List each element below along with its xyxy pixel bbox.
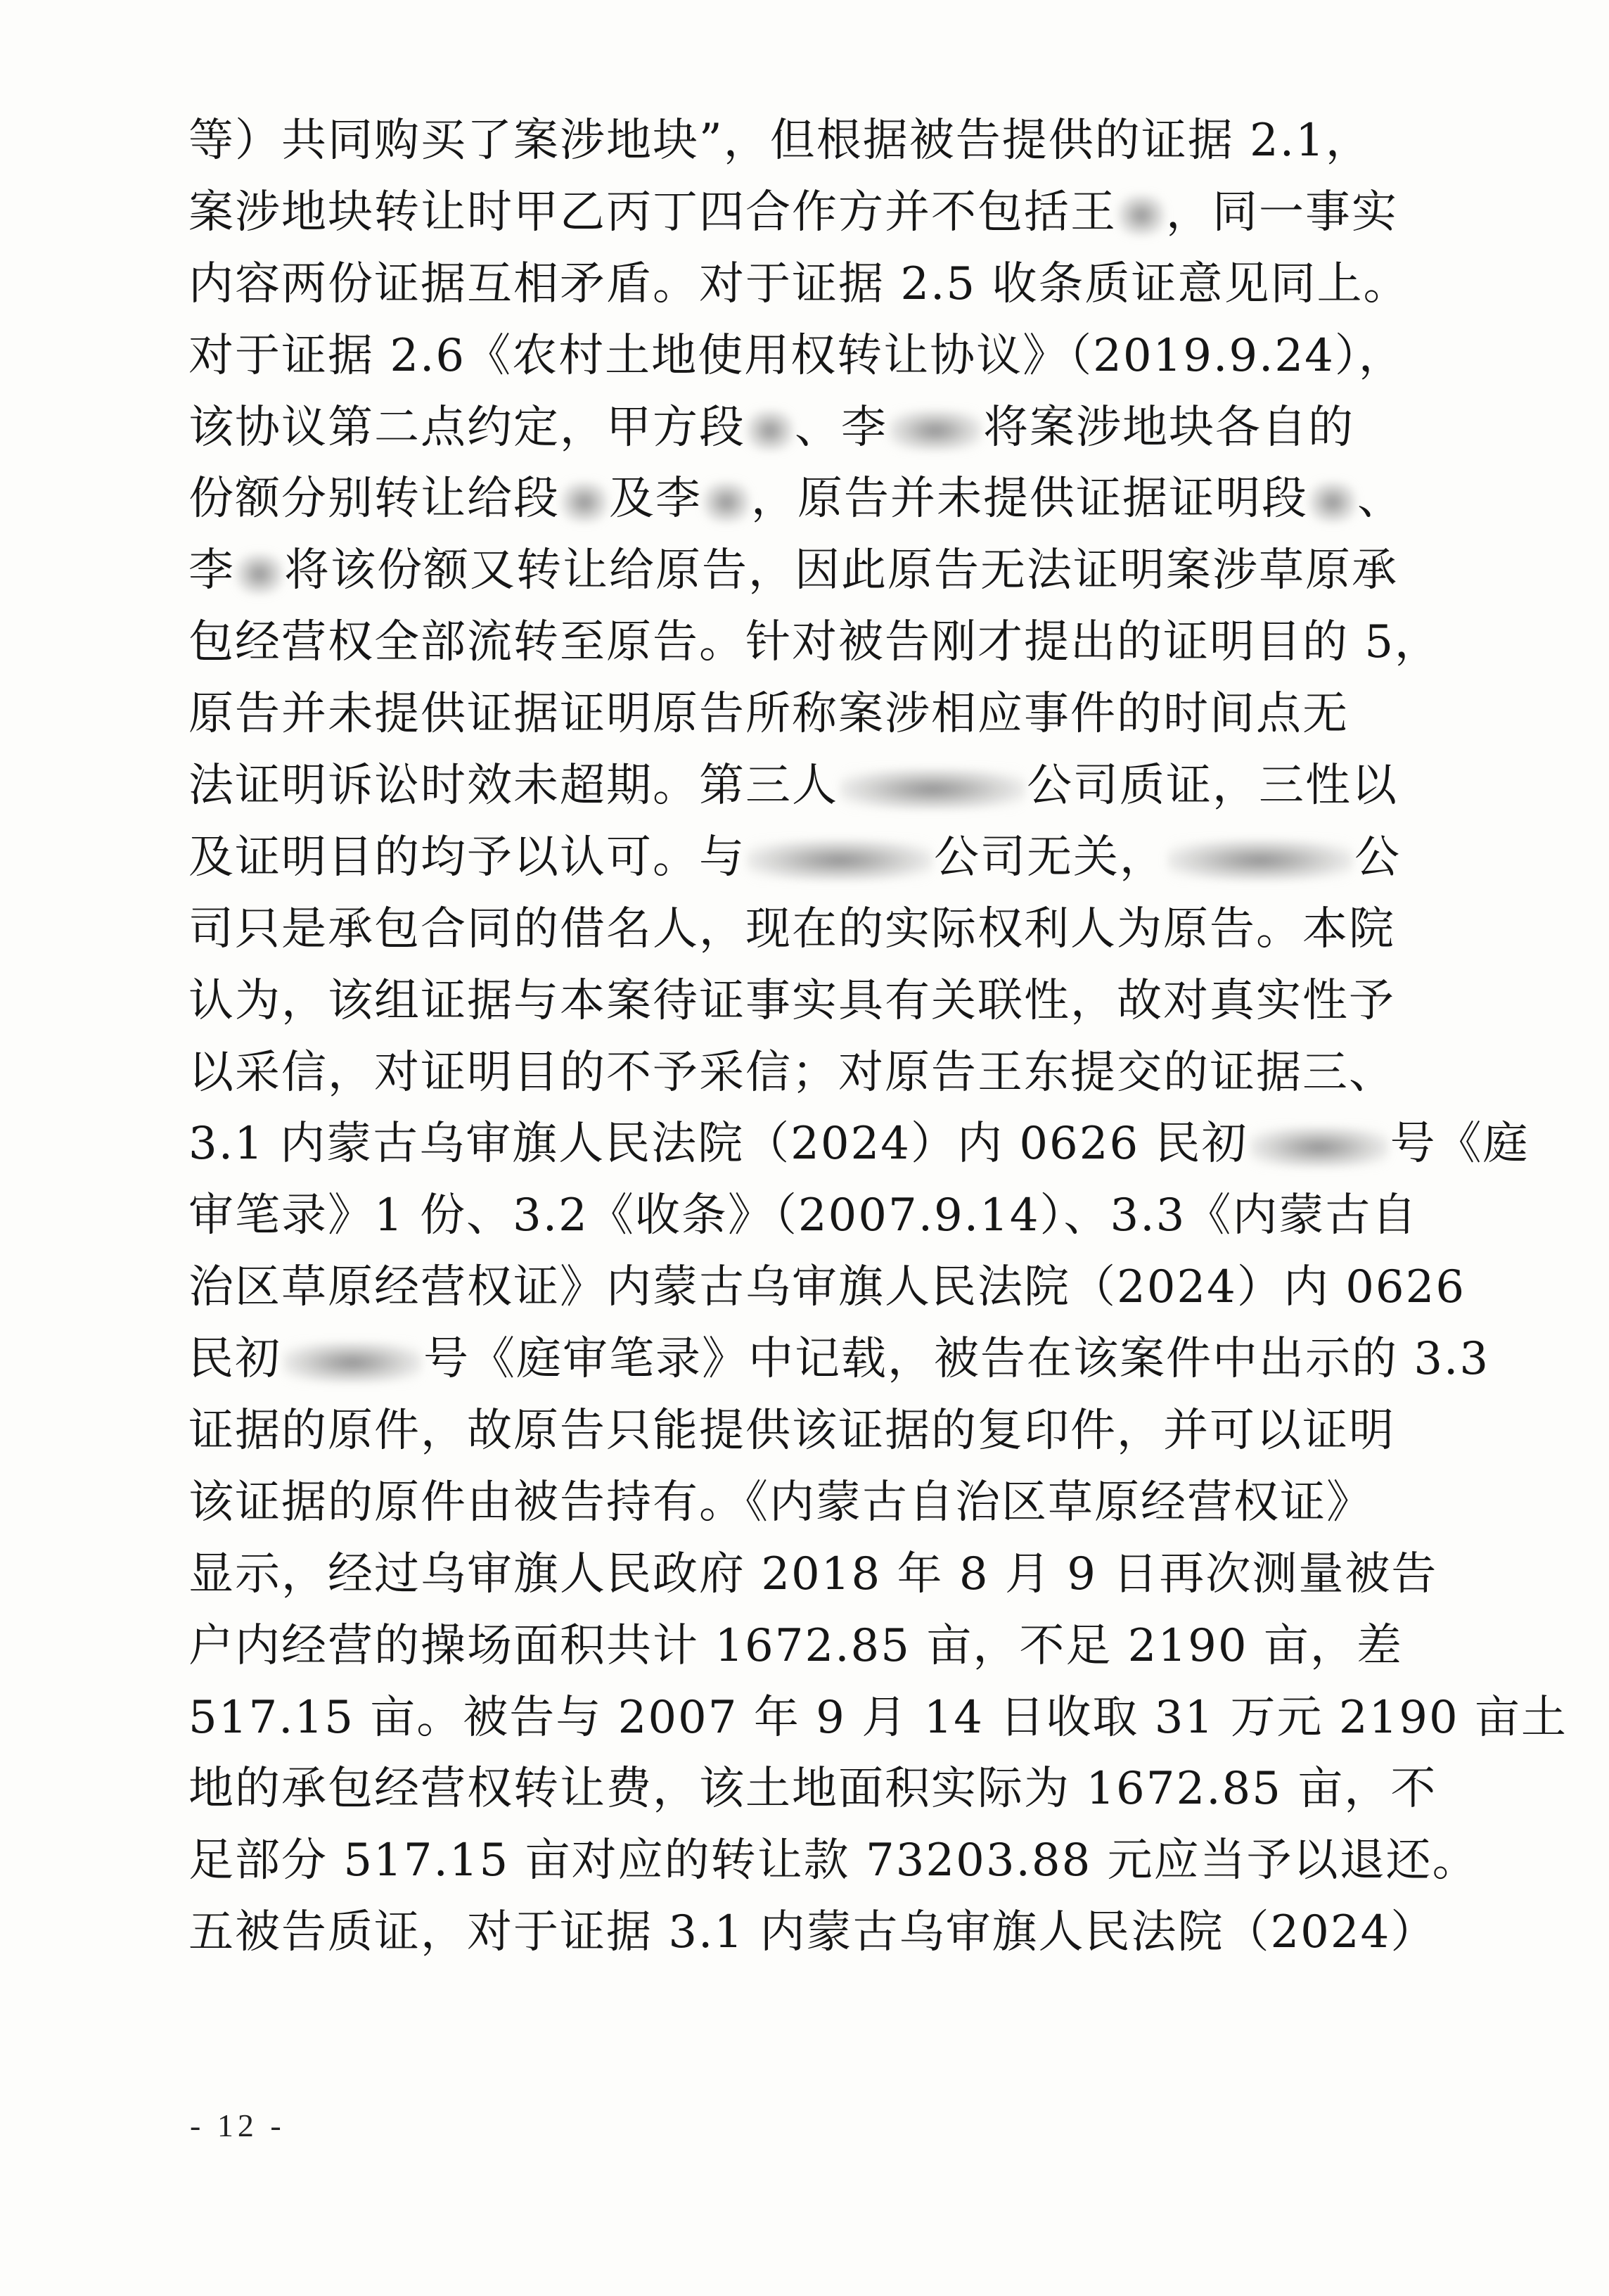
text-segment: 内容两份证据互相矛盾。对于证据 2.5 收条质证意见同上。 <box>188 257 1410 310</box>
text-line <box>188 1180 1418 1252</box>
text-line <box>188 1825 1479 1897</box>
text-line <box>188 535 1398 607</box>
text-line <box>188 1539 1438 1611</box>
text-segment: 李 <box>188 544 235 597</box>
text-line <box>188 1754 1437 1825</box>
text-line <box>188 679 1349 751</box>
text-segment: 五被告质证，对于证据 3.1 内蒙古乌审旗人民法院（2024） <box>188 1906 1437 1959</box>
text-segment: 、 <box>1357 473 1404 525</box>
text-segment: 显示，经过乌审旗人民政府 2018 年 8 月 9 日再次测量被告 <box>188 1548 1438 1600</box>
text-line <box>188 1109 1530 1180</box>
text-segment: 治区草原经营权证》内蒙古乌审旗人民法院（2024）内 0626 <box>188 1261 1466 1314</box>
text-line <box>188 1897 1437 1969</box>
text-segment: 民初 <box>188 1333 281 1386</box>
text-line <box>188 1683 1568 1754</box>
text-line <box>188 1252 1466 1324</box>
page-number: - 12 - <box>190 2107 286 2143</box>
text-segment: 审笔录》1 份、3.2《收条》（2007.9.14）、3.3《内蒙古自 <box>188 1190 1418 1242</box>
text-segment: 3.1 内蒙古乌审旗人民法院（2024）内 0626 民初 <box>188 1118 1248 1171</box>
redacted-name-blur <box>236 554 283 594</box>
text-segment: 公 <box>1354 831 1401 884</box>
redacted-name-blur <box>840 769 1025 810</box>
text-segment: 、李 <box>795 401 887 454</box>
text-segment: 原告并未提供证据证明原告所称案涉相应事件的时间点无 <box>188 688 1349 741</box>
text-line <box>188 321 1405 393</box>
text-line <box>188 607 1442 679</box>
text-segment: 及证明目的均予以认可。与 <box>188 831 745 884</box>
text-segment: 户内经营的操场面积共计 1672.85 亩，不足 2190 亩，差 <box>188 1619 1403 1672</box>
text-line <box>188 1396 1395 1467</box>
text-line <box>188 1324 1490 1396</box>
text-segment: 将案涉地块各自的 <box>983 401 1354 454</box>
text-segment: 该协议第二点约定，甲方段 <box>188 401 745 454</box>
text-line <box>188 177 1398 249</box>
redacted-name-blur <box>1250 1127 1389 1168</box>
text-segment: 公司无关， <box>934 831 1166 884</box>
redacted-name-blur <box>1167 840 1353 881</box>
text-segment: 该证据的原件由被告持有。《内蒙古自治区草原经营权证》 <box>188 1476 1373 1529</box>
text-segment: 地的承包经营权转让费，该土地面积实际为 1672.85 亩，不 <box>188 1763 1437 1816</box>
text-segment: 足部分 517.15 亩对应的转让款 73203.88 元应当予以退还。 <box>188 1835 1479 1887</box>
text-line <box>188 249 1410 321</box>
text-line <box>188 894 1395 966</box>
text-segment: 份额分别转让给段 <box>188 473 560 525</box>
redacted-name-blur <box>1118 195 1165 236</box>
text-segment: 案涉地块转让时甲乙丙丁四合作方并不包括王 <box>188 186 1117 238</box>
text-line <box>188 966 1395 1038</box>
redacted-name-blur <box>747 840 932 881</box>
text-segment: ，同一事实 <box>1166 186 1398 238</box>
redacted-name-blur <box>283 1342 422 1383</box>
text-segment: 号《庭审笔录》中记载，被告在该案件中出示的 3.3 <box>423 1333 1490 1386</box>
text-line <box>188 1611 1403 1683</box>
text-segment: 公司质证，三性以 <box>1027 760 1398 812</box>
text-segment: 号《庭 <box>1390 1118 1530 1171</box>
text-segment: 及李 <box>609 473 702 525</box>
redacted-name-blur <box>889 410 982 451</box>
text-line <box>188 393 1354 464</box>
text-line <box>188 1467 1373 1539</box>
text-line <box>188 106 1372 177</box>
text-line <box>188 822 1401 894</box>
text-segment: 包经营权全部流转至原告。针对被告刚才提出的证明目的 5， <box>188 616 1442 669</box>
text-segment: 司只是承包合同的借名人，现在的实际权利人为原告。本院 <box>188 903 1395 955</box>
redacted-name-blur <box>703 482 750 523</box>
text-segment: 证据的原件，故原告只能提供该证据的复印件，并可以证明 <box>188 1405 1395 1458</box>
text-segment: 对于证据 2.6《农村土地使用权转让协议》（2019.9.24）， <box>188 329 1405 382</box>
text-segment: 以采信，对证明目的不予采信；对原告王东提交的证据三、 <box>188 1046 1395 1099</box>
text-segment: 将该份额又转让给原告，因此原告无法证明案涉草原承 <box>284 544 1398 597</box>
text-segment: ，原告并未提供证据证明段 <box>751 473 1308 525</box>
text-line <box>188 464 1404 535</box>
judgment-body-text <box>188 106 1568 1969</box>
redacted-name-blur <box>747 410 793 451</box>
text-segment: 法证明诉讼时效未超期。第三人 <box>188 760 838 812</box>
text-line <box>188 751 1398 822</box>
text-segment: 等）共同购买了案涉地块”，但根据被告提供的证据 2.1， <box>188 115 1372 167</box>
redacted-name-blur <box>561 482 608 523</box>
text-line <box>188 1038 1395 1109</box>
text-segment: 517.15 亩。被告与 2007 年 9 月 14 日收取 31 万元 2190 亩土 <box>188 1691 1568 1744</box>
text-segment: 认为，该组证据与本案待证事实具有关联性，故对真实性予 <box>188 974 1395 1027</box>
redacted-name-blur <box>1309 482 1356 523</box>
